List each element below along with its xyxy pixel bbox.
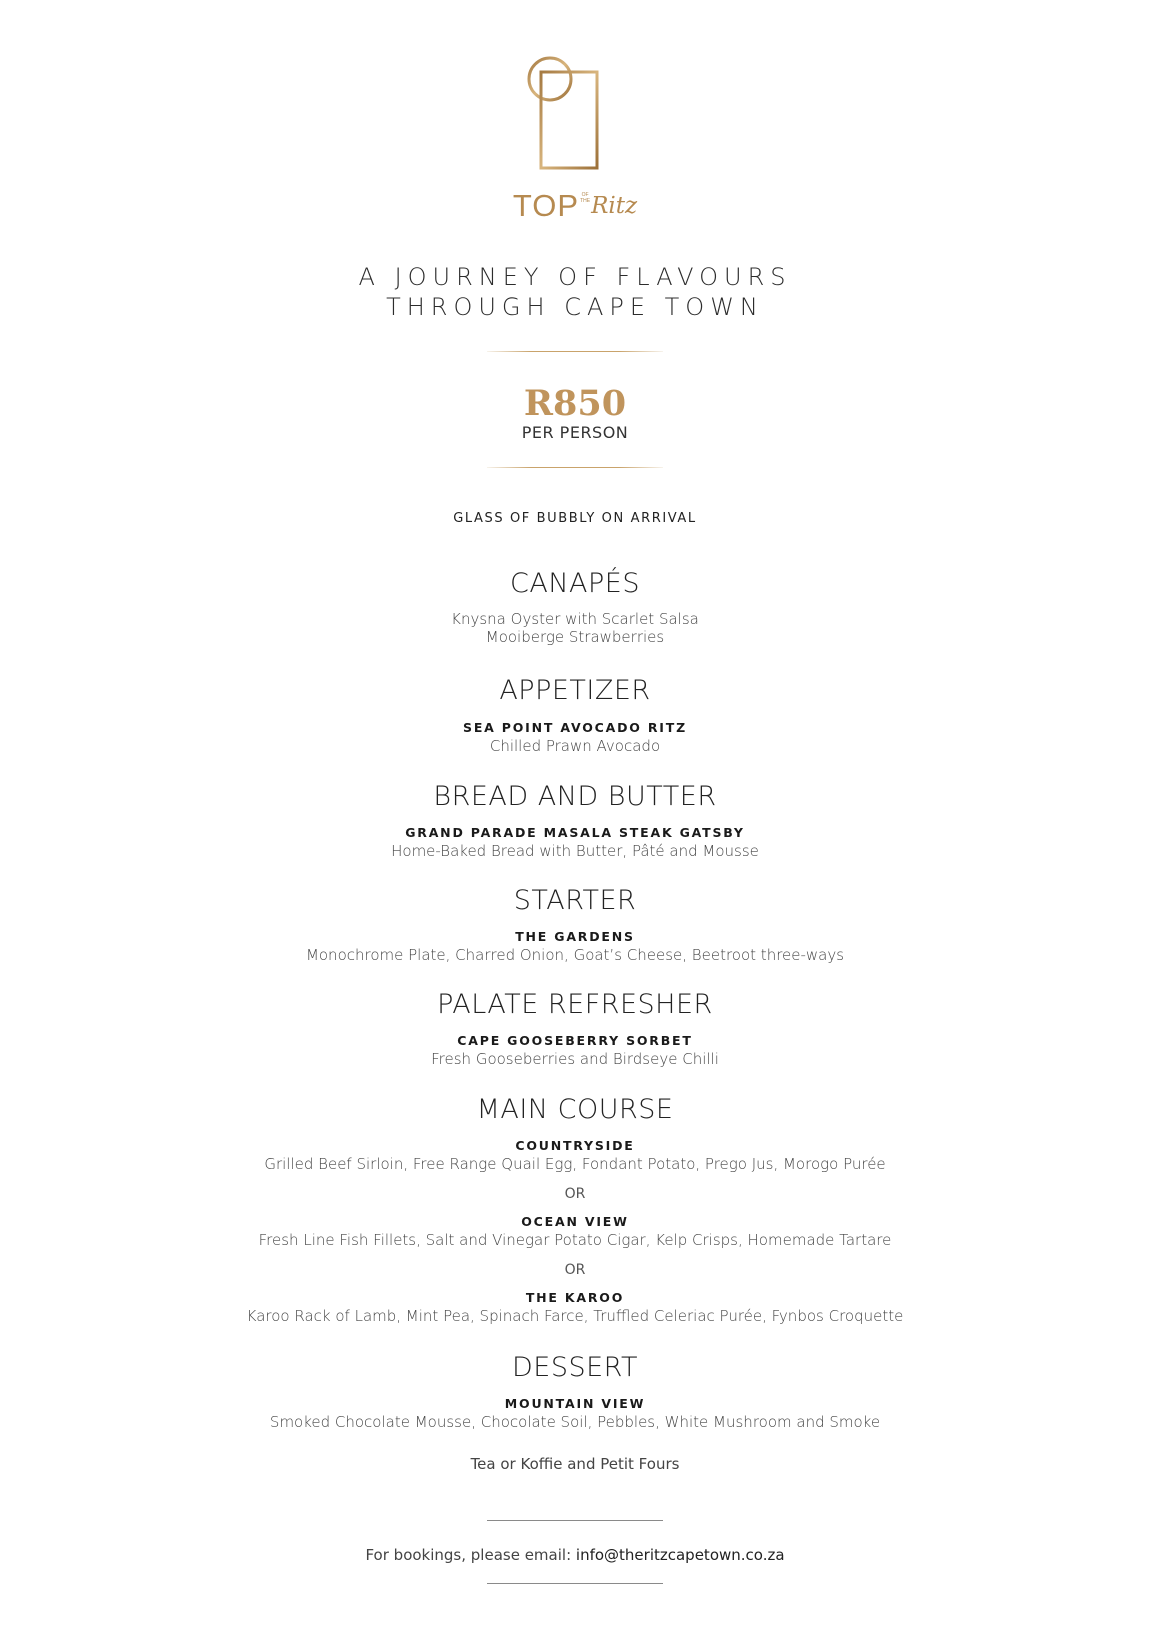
course-title: PALATE REFRESHER xyxy=(437,989,713,1020)
booking-prefix: For bookings, please email: xyxy=(365,1546,576,1564)
course-dessert xyxy=(0,1352,1150,1431)
item-name: SEA POINT AVOCADO RITZ xyxy=(463,720,687,735)
item-name: GRAND PARADE MASALA STEAK GATSBY xyxy=(405,825,745,840)
course-palate-refresher xyxy=(0,989,1150,1068)
item-name: THE KAROO xyxy=(525,1290,625,1305)
item-name: THE GARDENS xyxy=(515,929,635,944)
item-desc: Monochrome Plate, Charred Onion, Goat’s Cheese, Beetroot three-ways xyxy=(305,946,845,964)
wordmark-of: OF xyxy=(581,192,589,198)
course-main xyxy=(0,1094,1150,1325)
ritz-logo-icon xyxy=(525,52,605,174)
wordmark-top: TOP xyxy=(512,188,580,223)
item-desc: Smoked Chocolate Mousse, Chocolate Soil, Pebbles, White Mushroom and Smoke xyxy=(269,1413,881,1431)
course-appetizer xyxy=(0,675,1150,755)
course-canapes xyxy=(0,568,1150,646)
course-title: CANAPÉS xyxy=(510,568,640,599)
course-title: STARTER xyxy=(513,885,637,916)
item-name: MOUNTAIN VIEW xyxy=(504,1396,646,1411)
item-name: CAPE GOOSEBERRY SORBET xyxy=(457,1033,693,1048)
item-desc: Knysna Oyster with Scarlet Salsa xyxy=(451,610,699,628)
closing-note: Tea or Koffie and Petit Fours xyxy=(470,1455,680,1473)
item-desc: Grilled Beef Sirloin, Free Range Quail Egg, Fondant Potato, Prego Jus, Morogo Purée xyxy=(264,1155,886,1173)
booking-email-link[interactable]: info@theritzcapetown.co.za xyxy=(575,1546,785,1564)
divider-top xyxy=(487,351,663,352)
title-line-2: THROUGH CAPE TOWN xyxy=(386,293,764,321)
divider-booking-bottom xyxy=(487,1583,663,1584)
page-title xyxy=(0,262,1150,322)
price-amount: R850 xyxy=(523,383,627,424)
item-name: COUNTRYSIDE xyxy=(515,1138,635,1153)
item-desc: Mooiberge Strawberries xyxy=(485,628,665,646)
course-title: BREAD AND BUTTER xyxy=(433,781,717,812)
wordmark-ritz: Ritz xyxy=(591,193,638,219)
item-desc: Chilled Prawn Avocado xyxy=(489,737,661,755)
divider-booking-top xyxy=(487,1520,663,1521)
item-desc: Home-Baked Bread with Butter, Pâté and Mousse xyxy=(391,842,759,860)
course-starter xyxy=(0,885,1150,964)
wordmark-of-the xyxy=(580,192,590,204)
arrival-note: GLASS OF BUBBLY ON ARRIVAL xyxy=(453,511,697,526)
or-separator: OR xyxy=(564,1262,586,1278)
item-desc: Fresh Line Fish Fillets, Salt and Vinegar Potato Cigar, Kelp Crisps, Homemade Tartare xyxy=(258,1231,892,1249)
title-line-1: A JOURNEY OF FLAVOURS xyxy=(358,263,792,291)
wordmark-the: THE xyxy=(580,198,591,204)
divider-price xyxy=(487,467,663,468)
or-separator: OR xyxy=(564,1186,586,1202)
course-bread xyxy=(0,781,1150,860)
brand-wordmark xyxy=(0,188,1150,228)
item-desc: Karoo Rack of Lamb, Mint Pea, Spinach Farce, Truffled Celeriac Purée, Fynbos Croquette xyxy=(246,1307,904,1325)
booking-line xyxy=(0,1546,1150,1564)
price-unit: PER PERSON xyxy=(521,423,629,442)
item-name: OCEAN VIEW xyxy=(521,1214,629,1229)
course-title: DESSERT xyxy=(512,1352,638,1383)
course-title: APPETIZER xyxy=(499,675,651,706)
item-desc: Fresh Gooseberries and Birdseye Chilli xyxy=(431,1050,719,1068)
course-title: MAIN COURSE xyxy=(476,1094,674,1125)
